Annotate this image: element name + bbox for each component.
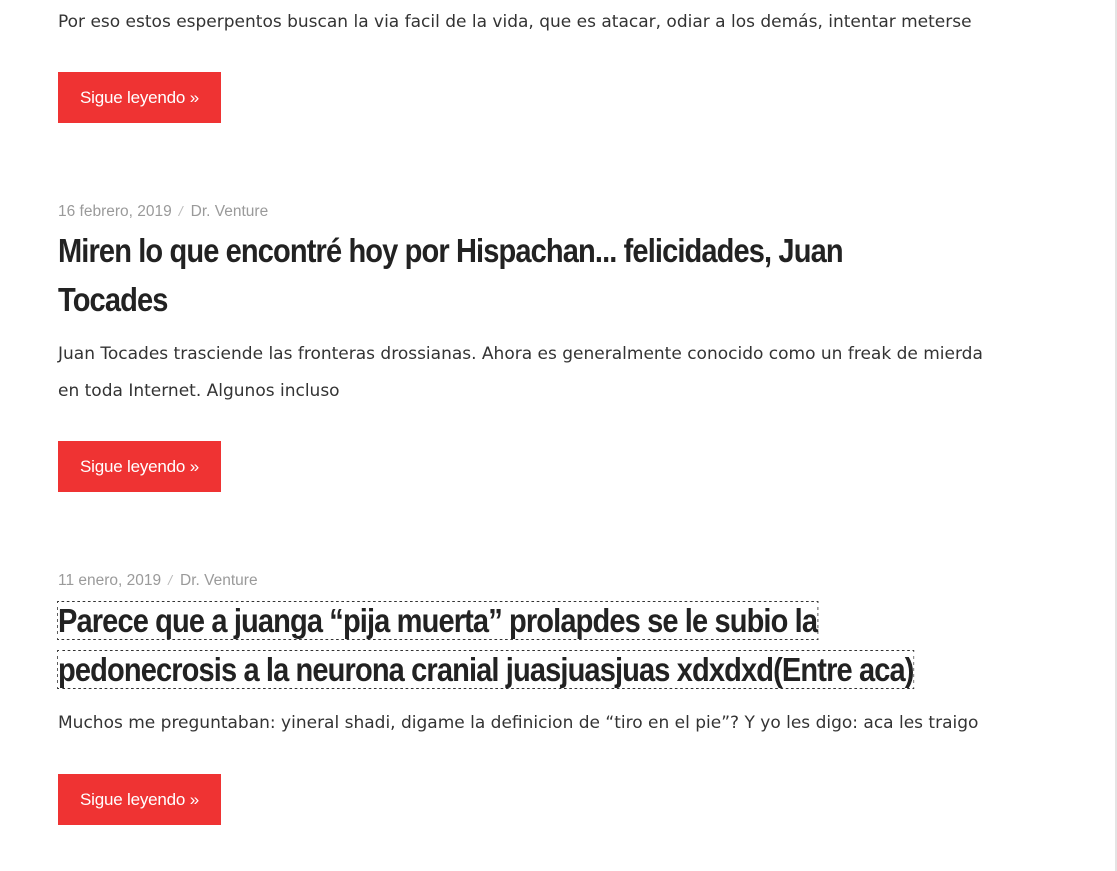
- post-title: [58, 596, 1026, 694]
- post-author-link[interactable]: Dr. Venture: [190, 203, 269, 220]
- post-title-link[interactable]: [58, 602, 914, 688]
- meta-separator: /: [168, 572, 173, 588]
- post-date-link[interactable]: 11 enero, 2019: [58, 572, 162, 589]
- read-more-button[interactable]: Sigue leyendo »: [58, 72, 221, 123]
- post-excerpt: [58, 336, 1058, 410]
- post-meta: [58, 201, 268, 222]
- post-date-link[interactable]: 16 febrero, 2019: [58, 203, 172, 220]
- post-excerpt-line: Juan Tocades trasciende las fronteras drossianas. Ahora es generalmente conocido como un freak de mierda: [58, 344, 983, 364]
- post-title: [58, 226, 1026, 324]
- post-title-line: Parece que a juanga “pija muerta” prolapdes se le subio la: [58, 602, 818, 639]
- post-author-link[interactable]: Dr. Venture: [180, 572, 258, 589]
- read-more-button[interactable]: Sigue leyendo »: [58, 441, 221, 492]
- post-title-line: Tocades: [58, 281, 168, 318]
- post-excerpt: Muchos me preguntaban: yineral shadi, digame la definicion de “tiro en el pie”? Y yo les digo: aca les traigo: [58, 713, 979, 733]
- post-meta: [58, 570, 258, 591]
- post-excerpt-line: en toda Internet. Algunos incluso: [58, 381, 340, 401]
- meta-separator: /: [178, 203, 183, 219]
- post-excerpt: Por eso estos esperpentos buscan la via facil de la vida, que es atacar, odiar a los demás, intentar meterse: [58, 12, 972, 32]
- post-title-line: Miren lo que encontré hoy por Hispachan... felicidades, Juan: [58, 232, 843, 269]
- post-title-line: pedonecrosis a la neurona cranial juasjuasjuas xdxdxd(Entre aca): [58, 651, 914, 688]
- post-title-link[interactable]: [58, 232, 843, 318]
- read-more-button[interactable]: Sigue leyendo »: [58, 774, 221, 825]
